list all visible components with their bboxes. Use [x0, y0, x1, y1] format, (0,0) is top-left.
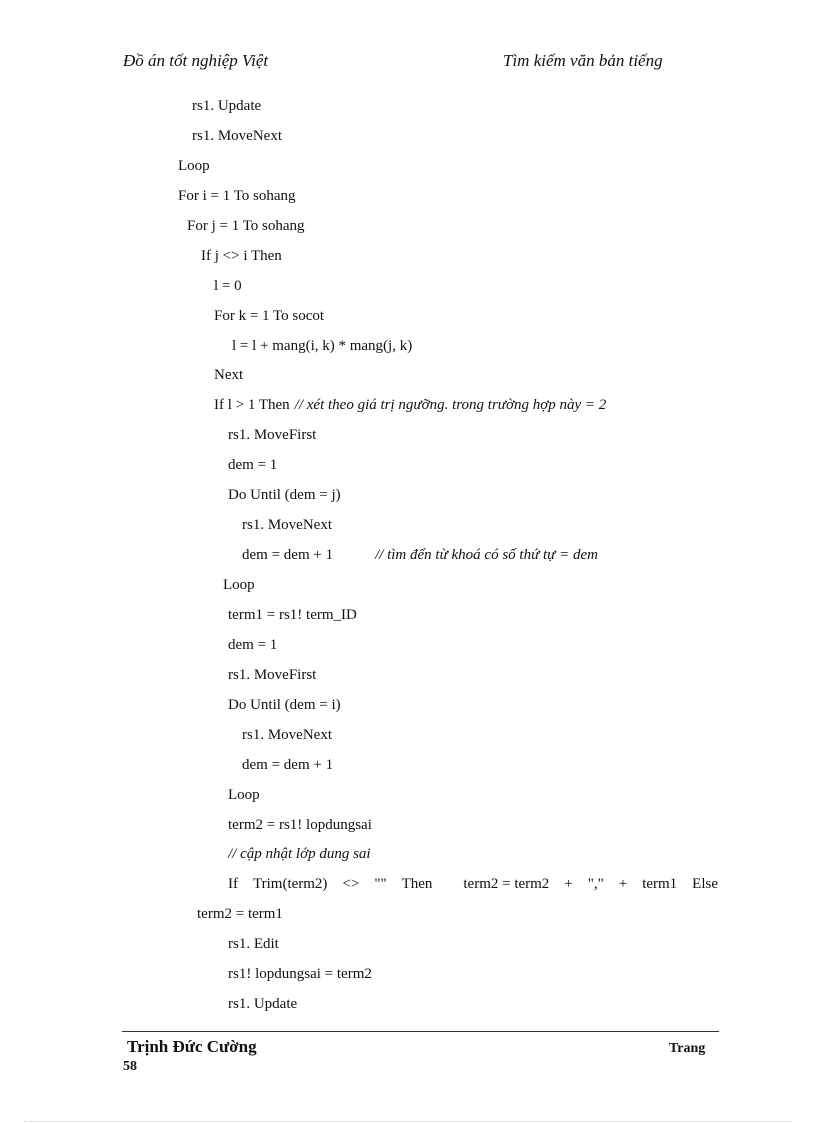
code-text: dem = 1: [228, 636, 278, 653]
code-line: [0, 994, 816, 1024]
footer-page-number: 58: [123, 1059, 137, 1074]
code-text: l = 0: [214, 277, 242, 294]
code-text-wrapper: [214, 395, 606, 415]
code-comment: // xét theo giá trị ngưỡng. trong trường hợp này = 2: [294, 397, 607, 414]
code-line: [0, 844, 816, 874]
header-document-title: Đồ án tốt nghiệp Việt: [123, 51, 269, 70]
code-line: [0, 635, 816, 665]
footer-divider: [122, 1031, 719, 1032]
code-token: term1: [642, 876, 678, 893]
code-text: For i = 1 To sohang: [178, 187, 296, 204]
code-line: [0, 785, 816, 815]
justified-code-row: [228, 874, 718, 894]
code-comment: // cập nhật lớp dung sai: [228, 846, 371, 863]
code-line: [0, 246, 816, 276]
code-text: term1 = rs1! term_ID: [228, 606, 357, 623]
code-line: [0, 96, 816, 126]
code-text: For j = 1 To sohang: [187, 217, 305, 234]
code-line: [0, 695, 816, 725]
code-line: [0, 515, 816, 545]
code-line: [0, 605, 816, 635]
code-line: [0, 126, 816, 156]
code-line: [0, 306, 816, 336]
code-text: term2 = rs1! lopdungsai: [228, 816, 372, 833]
footer-page-label: Trang: [669, 1041, 706, 1056]
code-text: rs1! lopdungsai = term2: [228, 966, 372, 983]
code-text: dem = dem + 1: [242, 547, 334, 564]
code-line: [0, 485, 816, 515]
code-line: [0, 365, 816, 395]
code-text: Next: [214, 367, 244, 384]
code-token: term2 = term2: [463, 876, 550, 893]
code-text: Do Until (dem = j): [228, 487, 341, 504]
code-line: [0, 665, 816, 695]
code-text: Loop: [178, 157, 210, 174]
code-token: Else: [692, 876, 718, 893]
code-text: If j <> i Then: [201, 247, 282, 264]
page-edge: [24, 1121, 792, 1122]
code-text: term2 = term1: [197, 906, 283, 923]
code-text: Loop: [223, 577, 255, 593]
code-line: [0, 934, 816, 964]
code-token: If: [228, 876, 238, 893]
code-text: rs1. MoveNext: [192, 127, 282, 144]
code-text: rs1. Update: [192, 98, 262, 114]
code-text: Loop: [228, 786, 260, 803]
code-line: [0, 276, 816, 306]
code-token: +: [618, 876, 628, 893]
code-line: [0, 156, 816, 186]
code-token: <>: [342, 876, 360, 893]
code-line: [0, 186, 816, 216]
code-line: [0, 545, 816, 575]
code-line: [0, 964, 816, 994]
code-text: If l > 1 Then: [214, 397, 290, 414]
header-topic-title: Tìm kiếm văn bản tiếng: [503, 51, 663, 70]
code-comment: // tìm đến từ khoá có số thứ tự = dem: [375, 547, 598, 564]
code-text: rs1. MoveFirst: [228, 666, 317, 683]
code-text: rs1. MoveNext: [242, 726, 332, 743]
code-text: rs1. Edit: [228, 936, 279, 953]
code-line: [0, 755, 816, 785]
code-line: [0, 425, 816, 455]
footer-author: Trịnh Đức Cường: [127, 1037, 257, 1056]
code-line: [0, 336, 816, 366]
code-text: l = l + mang(i, k) * mang(j, k): [232, 337, 413, 354]
code-text: rs1. Update: [228, 996, 298, 1013]
code-line: [0, 725, 816, 755]
code-line: [0, 216, 816, 246]
code-line: [0, 815, 816, 845]
code-text: dem = 1: [228, 457, 278, 474]
code-line: [0, 575, 816, 605]
code-text: For k = 1 To socot: [214, 307, 325, 324]
code-line: [0, 395, 816, 425]
code-token: "": [374, 876, 387, 893]
code-line: [0, 455, 816, 485]
code-line: [0, 904, 816, 934]
code-token: Then: [401, 876, 433, 893]
code-listing: [0, 96, 816, 1024]
code-token: Trim(term2): [252, 876, 328, 893]
code-text: rs1. MoveNext: [242, 517, 332, 534]
code-line-justified: [0, 874, 816, 904]
code-text: rs1. MoveFirst: [228, 427, 317, 444]
code-token: ",": [587, 876, 604, 893]
code-text: Do Until (dem = i): [228, 696, 341, 713]
code-token: +: [564, 876, 573, 893]
code-text: dem = dem + 1: [242, 756, 334, 773]
